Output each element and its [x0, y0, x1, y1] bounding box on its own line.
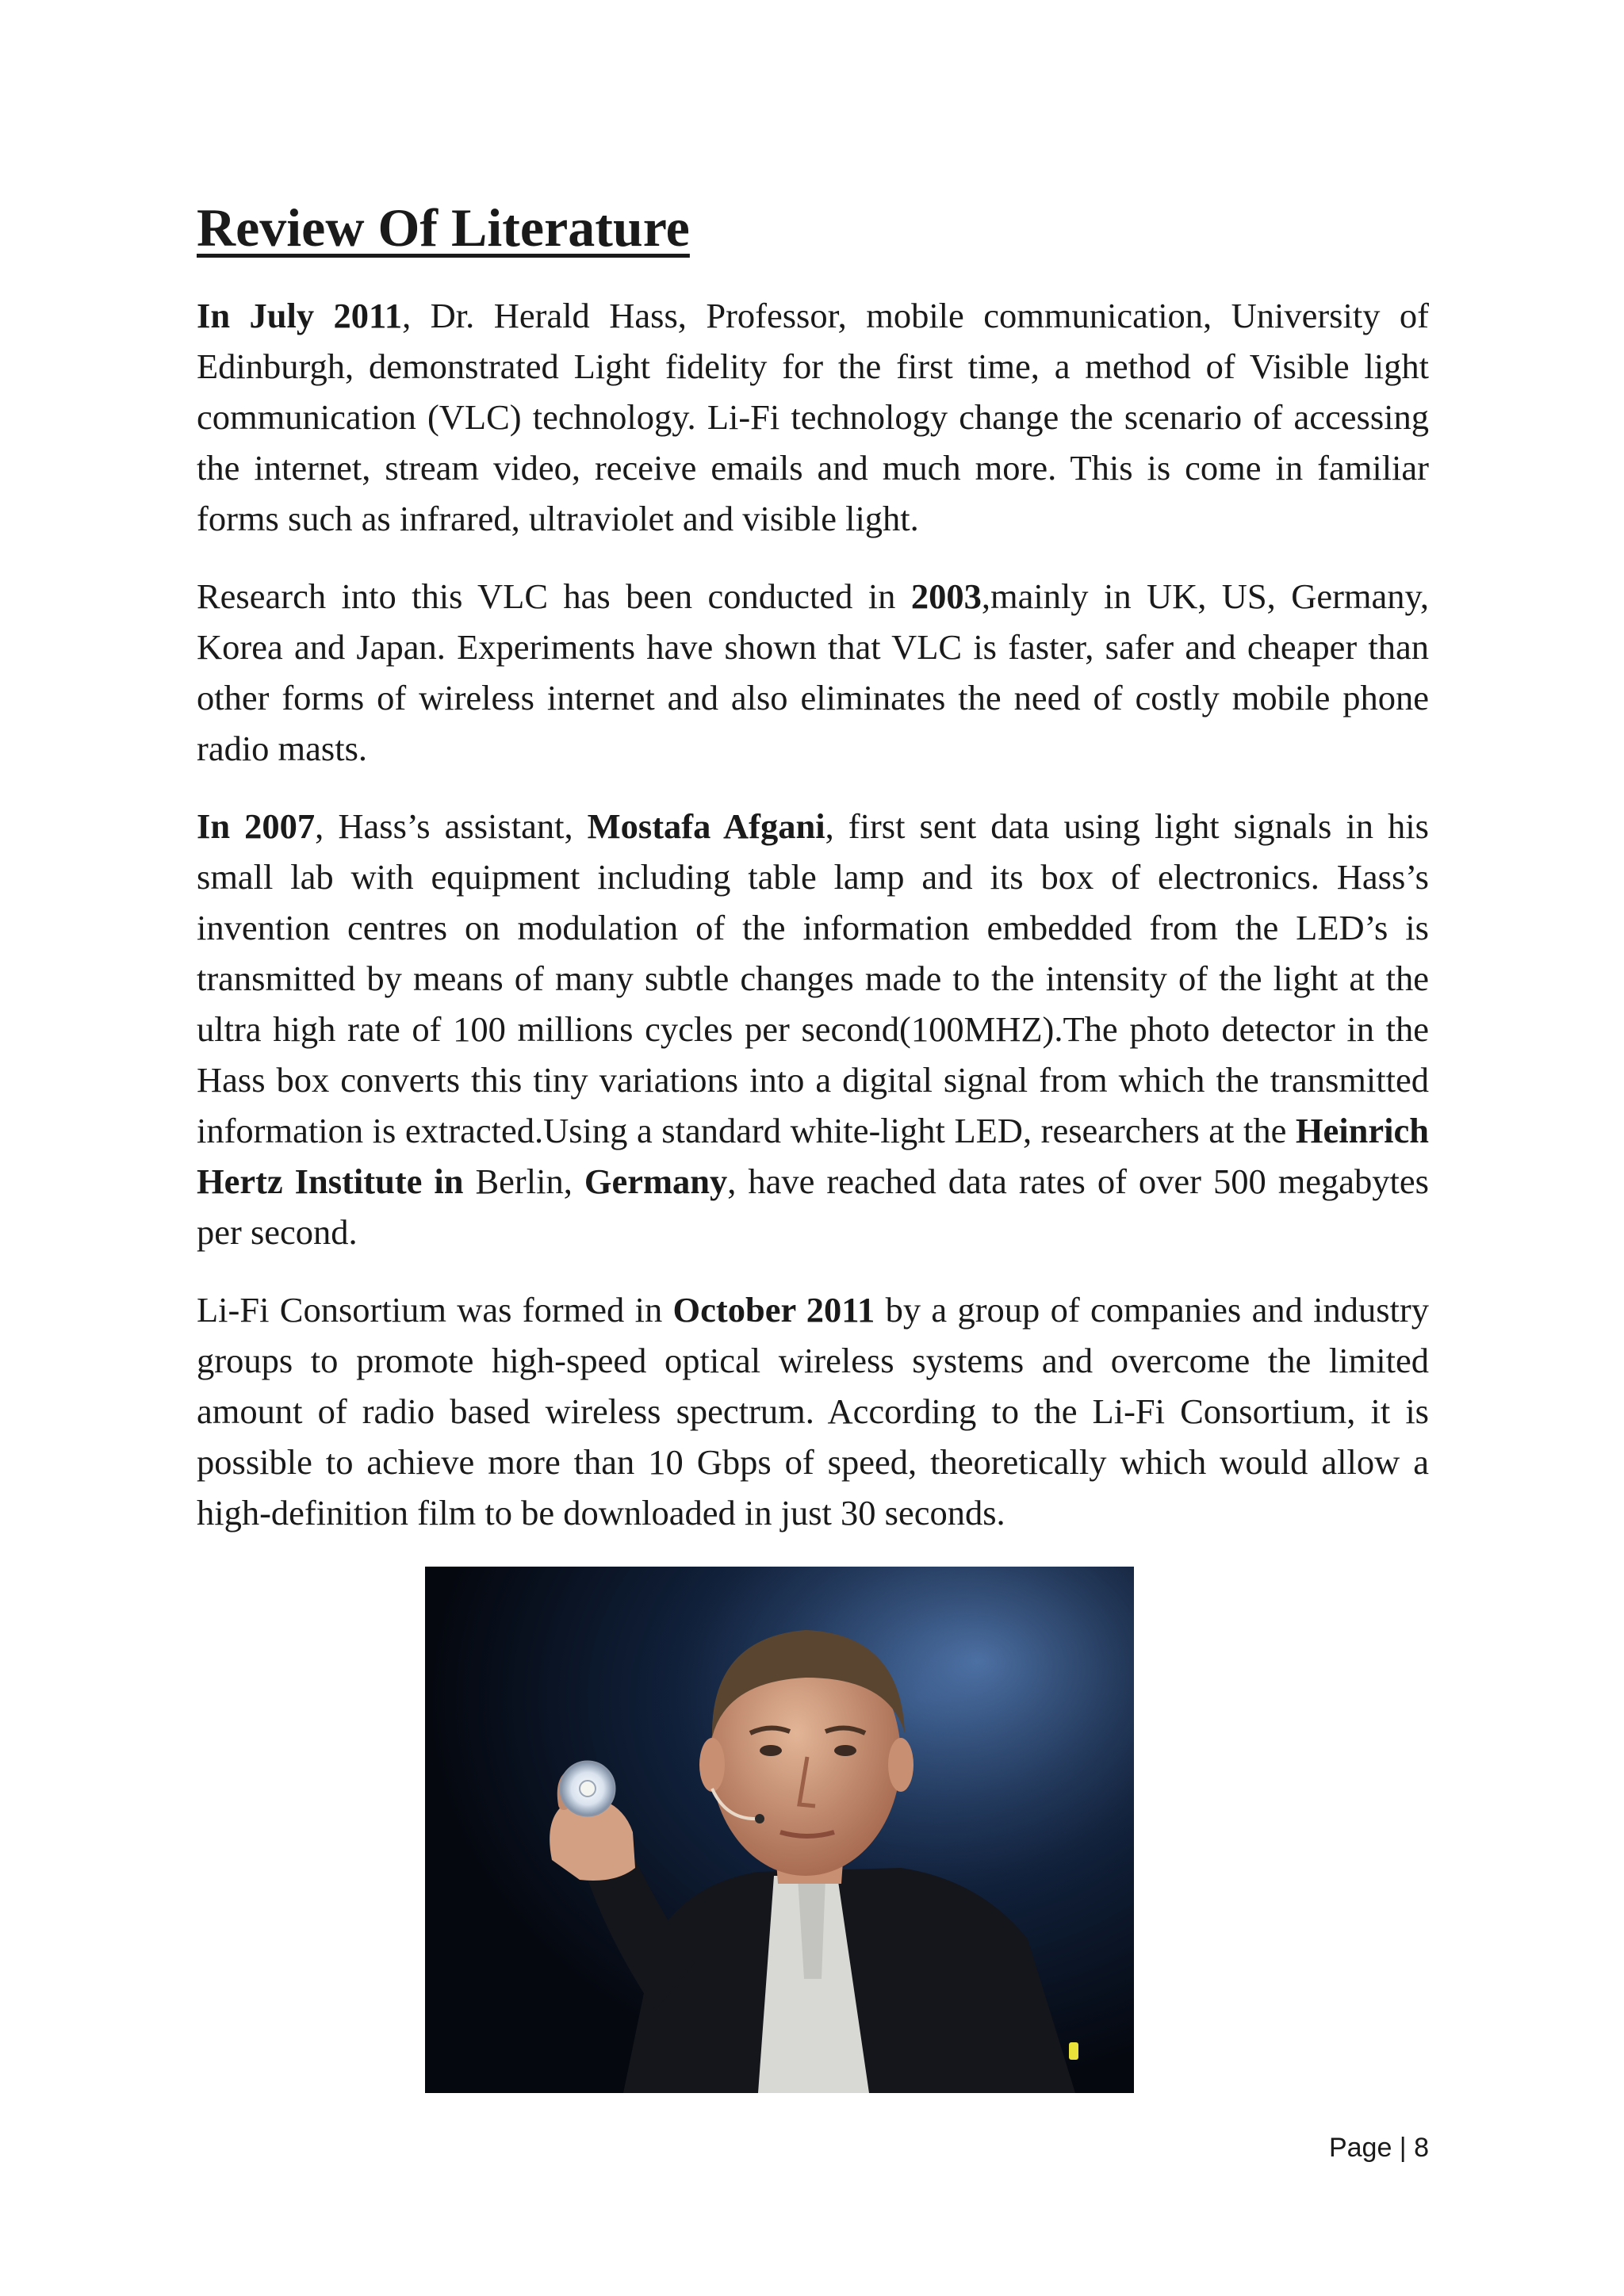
presenter-holding-led-icon [425, 1567, 1134, 2093]
text-segment: by a group of companies and industry groups to promote high-speed optical wireless systems and overcome the limited amount of radio based wireless spectrum. According to the Li-Fi Consortium, it is possible to achieve more than 10 Gbps of speed, theoretically which would allow a high-definition film to be downloaded in just 30 seconds. [197, 1290, 1429, 1533]
body-text [197, 290, 1429, 1565]
bold-text-segment: In July 2011 [197, 296, 403, 335]
paragraph [197, 1284, 1429, 1538]
paragraph [197, 801, 1429, 1257]
paragraph [197, 290, 1429, 544]
page-number: Page | 8 [1328, 2133, 1429, 2163]
text-segment: , Dr. Herald Hass, Professor, mobile communication, University of Edinburgh, demonstrated Light fidelity for the first time, a method of Visible light communication (VLC) technology. Li-Fi technology change the scenario of accessing the internet, stream video, receive emails and much more. This is come in familiar forms such as infrared, ultraviolet and visible light. [197, 296, 1429, 538]
text-segment: Berlin, [463, 1161, 584, 1201]
bold-text-segment: October 2011 [672, 1290, 875, 1330]
page-title: Review Of Literature [197, 197, 690, 258]
text-segment: Research into this VLC has been conducted in [197, 576, 911, 616]
text-segment: , Hass’s assistant, [315, 806, 588, 846]
text-segment: , have reached data rates of over 500 megabytes per second. [197, 1161, 1429, 1252]
paragraph [197, 571, 1429, 774]
bold-text-segment: Mostafa Afgani [587, 806, 825, 846]
bold-text-segment: Heinrich Hertz Institute in [197, 1111, 1429, 1201]
text-segment: ,mainly in UK, US, Germany, Korea and Japan. Experiments have shown that VLC is faster, safer and cheaper than other forms of wireless internet and also eliminates the need of costly mobile phone radio masts. [197, 576, 1430, 768]
bold-text-segment: In 2007 [197, 806, 316, 846]
presenter-photo [425, 1567, 1134, 2093]
text-segment: Li-Fi Consortium was formed in [197, 1290, 673, 1330]
bold-text-segment: 2003 [910, 576, 982, 616]
bold-text-segment: Germany [584, 1161, 728, 1201]
text-segment: , first sent data using light signals in his small lab with equipment including table lamp and its box of electronics. Hass’s invention centres on modulation of the information embedded from the LED’s is transmitted by means of many subtle changes made to the intensity of the light at the ultra high rate of 100 millions cycles per second(100MHZ).The photo detector in the Hass box converts this tiny variations into a digital signal from which the transmitted information is extracted.Using a standard white-light LED, researchers at the [197, 806, 1429, 1150]
